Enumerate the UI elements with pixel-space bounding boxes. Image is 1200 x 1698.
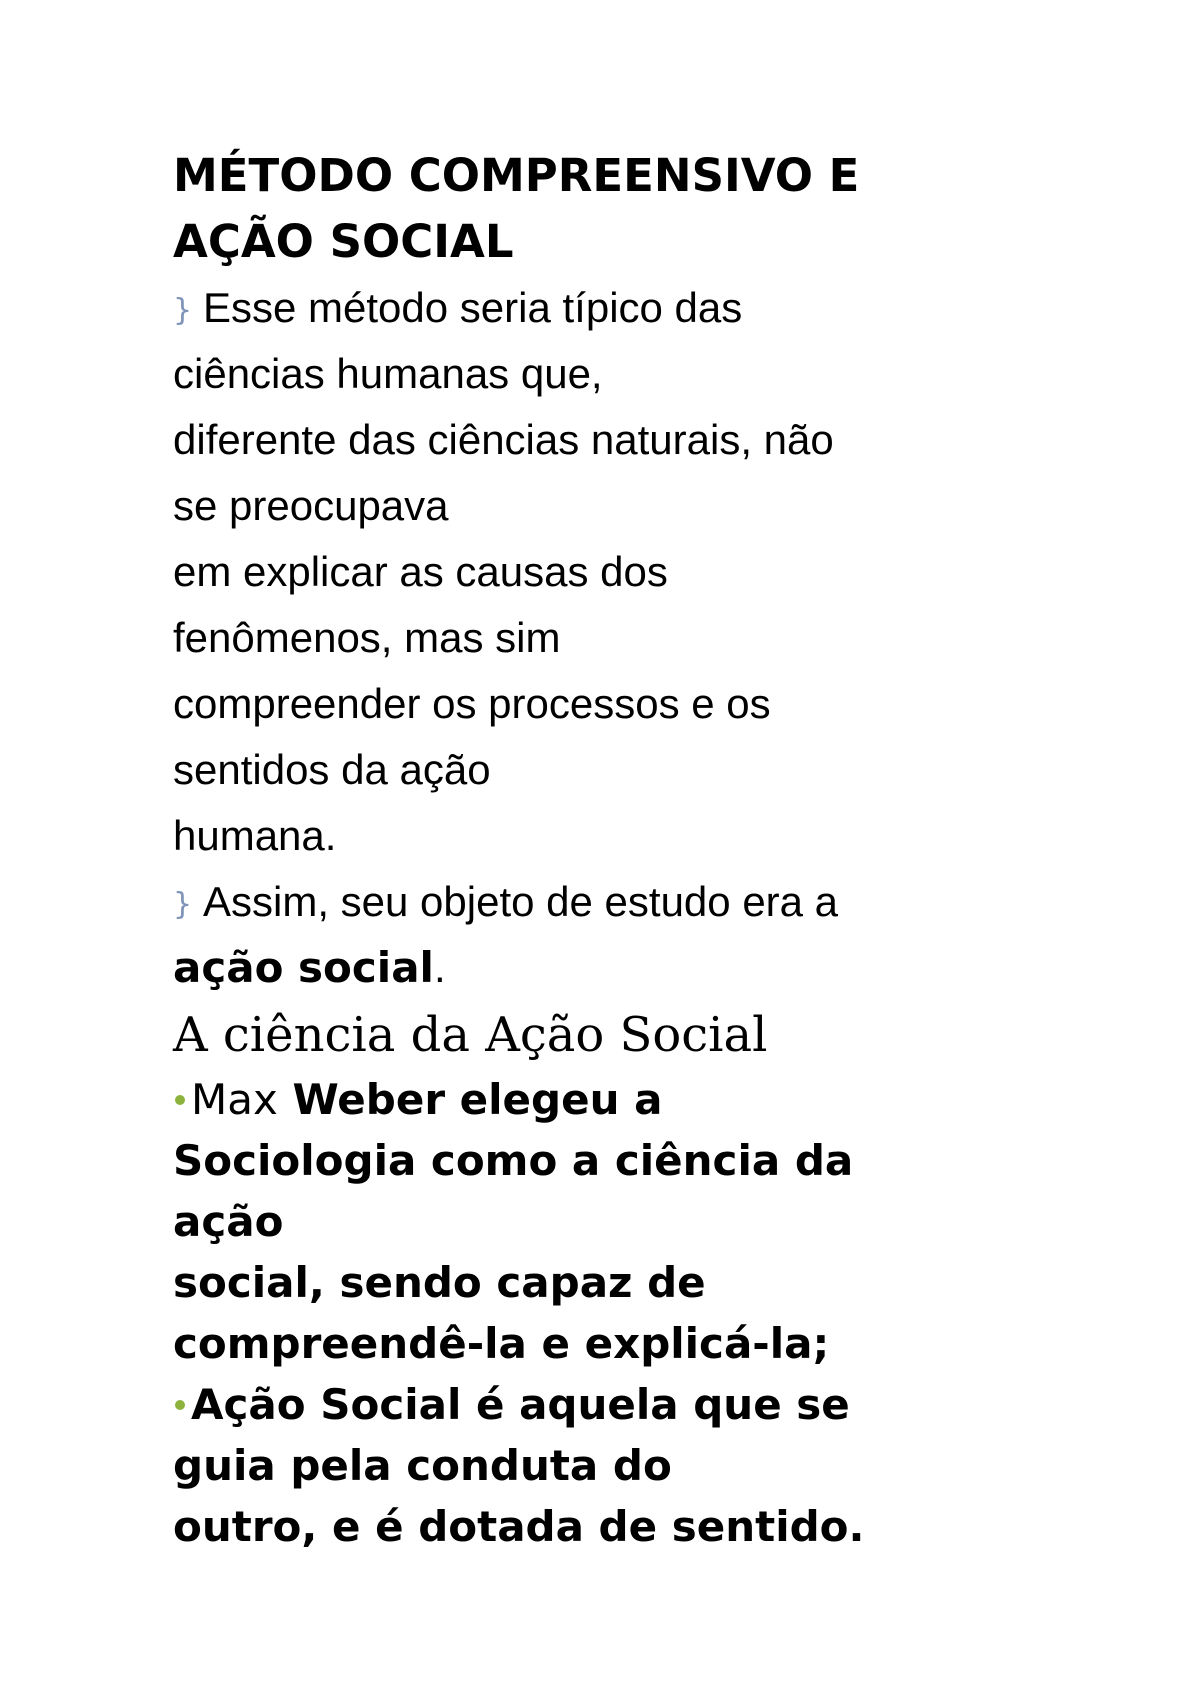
paragraph-1-line: sentidos da ação bbox=[173, 746, 491, 793]
bullet-list bbox=[173, 1069, 1133, 1557]
paragraph-2-line bbox=[173, 869, 1133, 935]
paragraph-1-text: Esse método seria típico das bbox=[203, 284, 743, 331]
paragraph-1-line: compreender os processos e os bbox=[173, 680, 771, 727]
list-item-text: Weber elegeu a bbox=[292, 1075, 663, 1124]
heading-line-1: MÉTODO COMPREENSIVO E bbox=[173, 149, 860, 202]
bracket-marker-icon: } bbox=[173, 887, 193, 922]
emphasis-text: ação social bbox=[173, 943, 434, 992]
paragraph-2 bbox=[173, 869, 1133, 1001]
list-item-line: social, sendo capaz de bbox=[173, 1258, 706, 1307]
paragraph-1-line: se preocupava bbox=[173, 482, 449, 529]
list-item-line: outro, e é dotada de sentido. bbox=[173, 1502, 865, 1551]
green-bullet-icon bbox=[175, 1095, 185, 1105]
list-item-prefix: Max bbox=[191, 1075, 278, 1124]
list-item-line bbox=[173, 1374, 1133, 1435]
paragraph-1-line: fenômenos, mas sim bbox=[173, 614, 561, 661]
section-title: A ciência da Ação Social bbox=[173, 1007, 768, 1063]
heading-line-2: AÇÃO SOCIAL bbox=[173, 215, 514, 268]
paragraph-1-line: ciências humanas que, bbox=[173, 350, 603, 397]
bracket-marker-icon: } bbox=[173, 293, 193, 328]
paragraph-1-line: em explicar as causas dos bbox=[173, 548, 668, 595]
paragraph-1 bbox=[173, 275, 1133, 869]
paragraph-1-line bbox=[173, 275, 1133, 341]
paragraph-2-line bbox=[173, 935, 1133, 1001]
list-item-line bbox=[173, 1069, 1133, 1130]
list-item bbox=[173, 1374, 1133, 1557]
green-bullet-icon bbox=[175, 1400, 185, 1410]
list-item-line: compreendê-la e explicá-la; bbox=[173, 1319, 830, 1368]
list-item bbox=[173, 1069, 1133, 1374]
list-item-line: ação bbox=[173, 1197, 284, 1246]
paragraph-1-line: diferente das ciências naturais, não bbox=[173, 416, 834, 463]
paragraph-2-text: Assim, seu objeto de estudo era a bbox=[203, 878, 839, 925]
document-body bbox=[173, 143, 1133, 1557]
paragraph-2-end: . bbox=[433, 944, 446, 991]
list-item-line: Sociologia como a ciência da bbox=[173, 1136, 854, 1185]
list-item-text: Ação Social é aquela que se bbox=[191, 1380, 850, 1429]
list-item-line: guia pela conduta do bbox=[173, 1441, 672, 1490]
paragraph-1-line: humana. bbox=[173, 812, 337, 859]
